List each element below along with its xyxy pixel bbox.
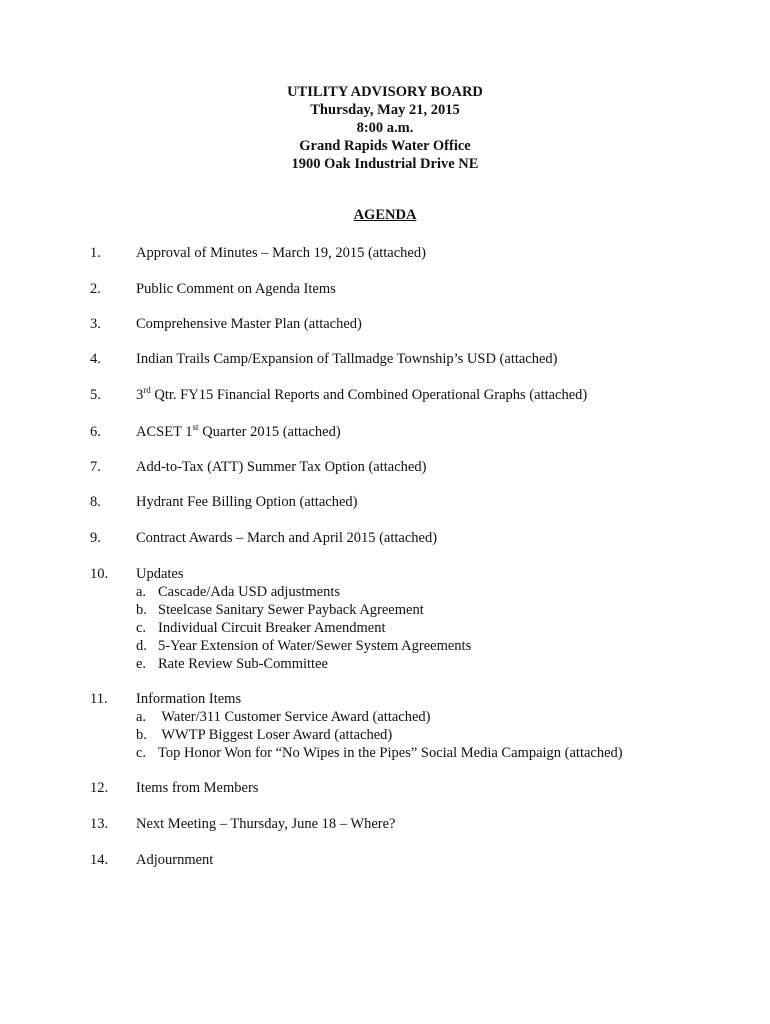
sub-item: a. Cascade/Ada USD adjustments [136, 584, 341, 600]
document-header [0, 83, 770, 173]
item-text: Next Meeting – Thursday, June 18 – Where? [136, 816, 396, 832]
sub-item: d. 5-Year Extension of Water/Sewer System Agreements [136, 638, 472, 654]
item-number: 6. [90, 424, 101, 440]
item-number: 7. [90, 459, 101, 475]
item-text: ACSET 1st Quarter 2015 (attached) [136, 422, 341, 440]
meeting-date: Thursday, May 21, 2015 [310, 102, 460, 118]
sub-item: b. WWTP Biggest Loser Award (attached) [136, 727, 393, 743]
sub-item: e. Rate Review Sub-Committee [136, 656, 328, 672]
item-number: 3. [90, 316, 101, 332]
item-text: Add-to-Tax (ATT) Summer Tax Option (attached) [136, 459, 427, 475]
item-text: Contract Awards – March and April 2015 (attached) [136, 530, 438, 546]
sub-item: b. Steelcase Sanitary Sewer Payback Agreement [136, 602, 424, 618]
item-number: 5. [90, 387, 101, 403]
item-number: 9. [90, 530, 101, 546]
item-number: 13. [90, 816, 109, 832]
agenda-heading: AGENDA [353, 207, 417, 223]
sub-item: c. Top Honor Won for “No Wipes in the Pipes” Social Media Campaign (attached) [136, 745, 623, 761]
item-text: Comprehensive Master Plan (attached) [136, 316, 362, 332]
board-title: UTILITY ADVISORY BOARD [287, 84, 483, 100]
meeting-location: Grand Rapids Water Office [299, 138, 471, 154]
item-number: 11. [90, 691, 108, 707]
item-number: 8. [90, 494, 101, 510]
item-text: Hydrant Fee Billing Option (attached) [136, 494, 358, 510]
sub-item: c. Individual Circuit Breaker Amendment [136, 620, 386, 636]
item-text: Information Items [136, 691, 242, 707]
item-number: 12. [90, 780, 109, 796]
item-text: Approval of Minutes – March 19, 2015 (attached) [136, 245, 426, 261]
item-number: 1. [90, 245, 101, 261]
item-number: 10. [90, 566, 109, 582]
sub-item: a. Water/311 Customer Service Award (attached) [136, 709, 431, 725]
item-text: Indian Trails Camp/Expansion of Tallmadge Township’s USD (attached) [136, 351, 558, 367]
item-number: 14. [90, 852, 109, 868]
meeting-time: 8:00 a.m. [356, 120, 414, 136]
item-text: Updates [136, 566, 184, 582]
item-text: Adjournment [136, 852, 214, 868]
meeting-address: 1900 Oak Industrial Drive NE [291, 156, 479, 172]
item-number: 2. [90, 281, 101, 297]
item-text: Items from Members [136, 780, 259, 796]
item-text: Public Comment on Agenda Items [136, 281, 336, 297]
item-number: 4. [90, 351, 101, 367]
item-text: 3rd Qtr. FY15 Financial Reports and Combined Operational Graphs (attached) [136, 385, 588, 403]
